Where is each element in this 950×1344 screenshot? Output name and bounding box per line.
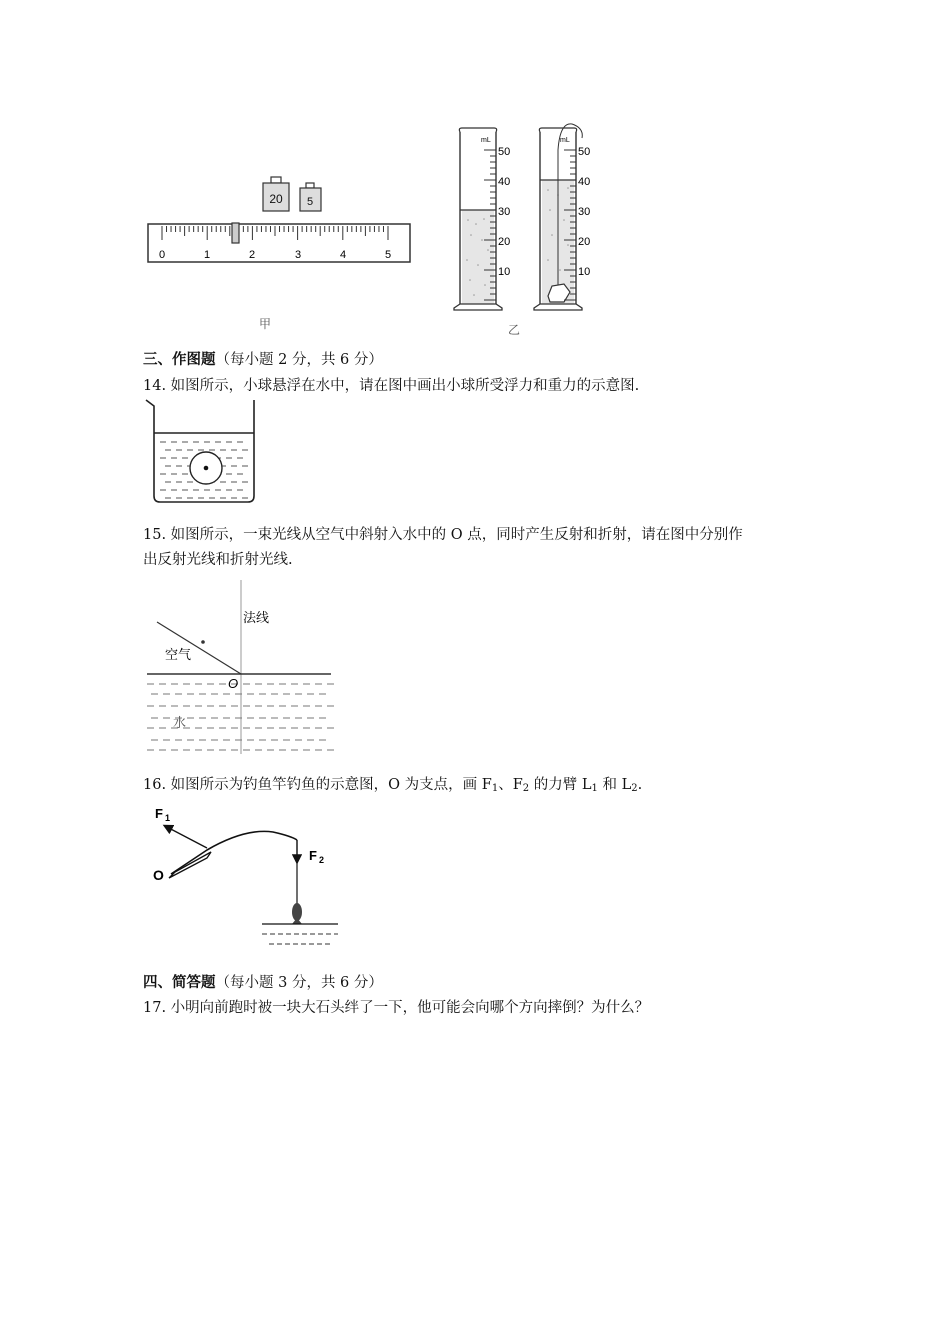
weight-20-label: 20 xyxy=(269,192,283,206)
cylinder-right-50: 50 xyxy=(578,146,591,158)
q16-mid2: 的力臂 L xyxy=(529,777,592,793)
cylinder-left-30: 30 xyxy=(498,206,511,218)
label-air: 空气 xyxy=(165,648,192,663)
label-o: O xyxy=(228,676,239,691)
label-f2: F xyxy=(309,848,317,863)
q15-line1: 15. 如图所示，一束光线从空气中斜射入水中的 O 点，同时产生反射和折射，请在图中分别作 xyxy=(143,527,743,543)
cylinder-right-30: 30 xyxy=(578,206,591,218)
section3-title: 三、作图题 xyxy=(143,351,216,368)
cylinder-right xyxy=(534,124,590,310)
figure-balance-and-cylinders xyxy=(140,120,610,345)
q16-mid3: 和 L xyxy=(597,777,632,793)
figure-fishing-rod xyxy=(145,798,345,952)
cylinder-left-20: 20 xyxy=(498,236,511,248)
section3-header xyxy=(143,350,383,370)
figure-beaker-ball xyxy=(140,396,270,508)
cylinder-right-10: 10 xyxy=(578,266,591,278)
ruler-tick-0: 0 xyxy=(158,249,166,261)
caption-jia: 甲 xyxy=(258,317,272,331)
cylinder-right-unit: mL xyxy=(560,137,570,144)
cylinder-left-10: 10 xyxy=(498,266,511,278)
q16-sub4: 2 xyxy=(631,783,638,794)
label-o-pivot: O xyxy=(153,867,164,883)
q16-sub2: 2 xyxy=(522,783,530,794)
q16-mid1: 、F xyxy=(498,777,523,793)
q16-text xyxy=(143,775,642,795)
ruler-tick-2: 2 xyxy=(248,249,256,261)
rod-handle xyxy=(169,852,211,878)
cylinder-left-unit: mL xyxy=(481,137,491,144)
q16-suffix: . xyxy=(637,777,643,793)
q15-line2: 出反射光线和折射光线. xyxy=(143,552,293,568)
q16-prefix: 16. 如图所示为钓鱼竿钓鱼的示意图，O 为支点，画 F xyxy=(143,777,492,793)
caption-yi: 乙 xyxy=(507,323,521,337)
label-f1: F xyxy=(155,806,163,821)
cylinder-left xyxy=(454,128,510,310)
label-f2-sub: 2 xyxy=(319,855,325,865)
ruler-tick-3: 3 xyxy=(294,249,302,261)
ruler-tick-4: 4 xyxy=(339,249,347,261)
f1-arrow xyxy=(165,826,207,848)
section3-note: （每小题 2 分，共 6 分） xyxy=(215,352,383,368)
section4-note: （每小题 3 分，共 6 分） xyxy=(215,975,383,991)
label-normal: 法线 xyxy=(243,611,270,626)
q17-text: 17. 小明向前跑时被一块大石头绊了一下，他可能会向哪个方向摔倒？为什么？ xyxy=(143,1000,650,1016)
cylinder-right-40: 40 xyxy=(578,176,591,188)
cylinder-left-50: 50 xyxy=(498,146,511,158)
rider-ruler xyxy=(148,223,410,262)
weight-5-label: 5 xyxy=(306,196,314,208)
weight-5g xyxy=(300,183,321,211)
q16-sub1: 1 xyxy=(491,783,499,794)
cylinder-left-40: 40 xyxy=(498,176,511,188)
ruler-tick-5: 5 xyxy=(384,249,392,261)
cylinder-right-20: 20 xyxy=(578,236,591,248)
q16-sub3: 1 xyxy=(591,783,598,794)
ball-center xyxy=(204,466,209,471)
weight-20g xyxy=(263,177,289,211)
q14-text: 14. 如图所示，小球悬浮在水中，请在图中画出小球所受浮力和重力的示意图. xyxy=(143,378,640,394)
rider-marker xyxy=(232,223,239,243)
ruler-tick-1: 1 xyxy=(203,249,211,261)
section4-header xyxy=(143,973,383,993)
section4-title: 四、简答题 xyxy=(143,974,216,991)
label-f1-sub: 1 xyxy=(165,813,171,823)
label-water: 水 xyxy=(173,716,187,731)
figure-light-refraction xyxy=(145,576,335,754)
